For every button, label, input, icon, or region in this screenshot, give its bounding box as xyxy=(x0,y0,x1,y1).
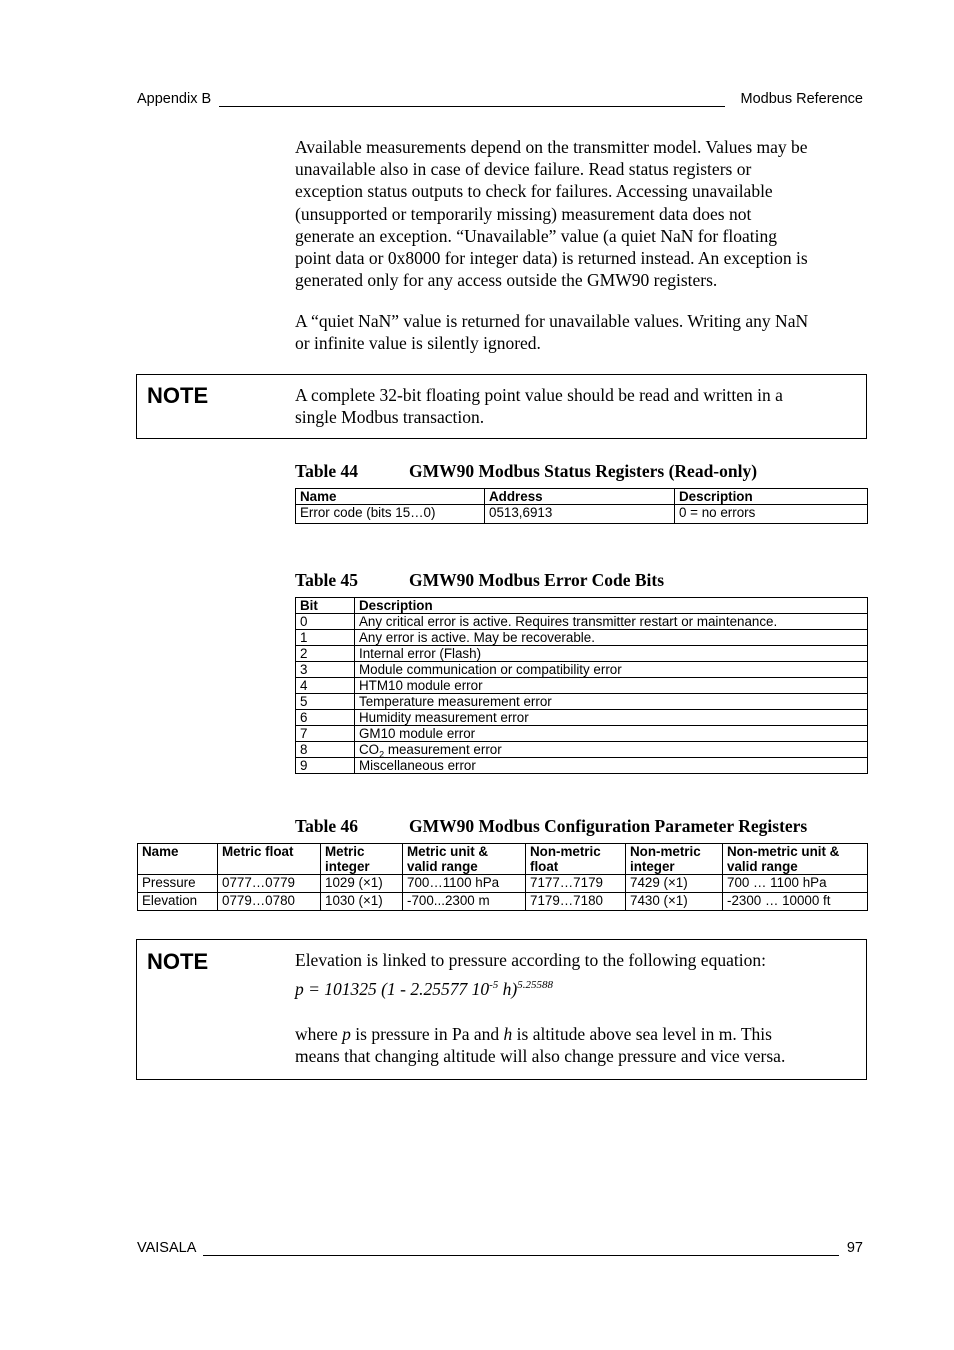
table-caption xyxy=(295,570,664,591)
text-line: A complete 32-bit floating point value should be read and written in a xyxy=(295,385,783,405)
table-cell: 7177…7179 xyxy=(526,875,626,893)
table-cell: 0 xyxy=(296,614,355,630)
table-row xyxy=(296,726,868,742)
text-line: Elevation is linked to pressure according to the following equation: xyxy=(295,950,766,970)
note-box xyxy=(136,374,867,439)
text-run: where xyxy=(295,1024,343,1045)
text-line: (unsupported or temporarily missing) measurement data does not xyxy=(295,203,752,224)
status-registers-table xyxy=(295,488,868,524)
page-footer xyxy=(137,1239,863,1259)
text-line: single Modbus transaction. xyxy=(295,407,485,428)
table-row xyxy=(296,646,868,662)
intro-paragraph-1 xyxy=(295,136,867,291)
table-cell: GM10 module error xyxy=(355,726,868,742)
configuration-registers-table xyxy=(137,843,868,911)
text-line: means that changing altitude will also change pressure and vice versa. xyxy=(295,1046,786,1067)
column-header xyxy=(218,844,321,875)
text-line: generated only for any access outside the GMW90 registers. xyxy=(295,270,718,291)
text-run: is altitude above sea level in m. This xyxy=(512,1024,772,1045)
table-cell: 7 xyxy=(296,726,355,742)
co2-text: CO xyxy=(359,742,380,757)
table-cell: 0779…0780 xyxy=(218,893,321,911)
table-number: Table 46 xyxy=(295,816,359,836)
table-cell: -2300 … 10000 ft xyxy=(723,893,868,911)
table-cell: 8 xyxy=(296,742,355,758)
header-chapter: Modbus Reference xyxy=(740,91,863,107)
table-row xyxy=(296,614,868,630)
text-line: Available measurements depend on the transmitter model. Values may be xyxy=(295,137,808,157)
table-cell: 6 xyxy=(296,710,355,726)
header-line: Non-metric xyxy=(530,844,601,859)
header-line: integer xyxy=(325,859,370,874)
table-cell: Error code (bits 15…0) xyxy=(296,505,485,524)
table-cell: 3 xyxy=(296,662,355,678)
table-cell: 5 xyxy=(296,694,355,710)
table-cell: 2 xyxy=(296,646,355,662)
table-cell: 9 xyxy=(296,758,355,774)
column-header: Bit xyxy=(296,598,355,614)
page-header xyxy=(137,90,863,110)
table-header-row xyxy=(138,844,868,875)
table-cell: Module communication or compatibility error xyxy=(355,662,868,678)
text-line: unavailable also in case of device failure. Read status registers or xyxy=(295,159,752,180)
note-text xyxy=(295,949,858,1068)
table-row xyxy=(138,875,868,893)
header-line: Metric xyxy=(325,844,365,859)
header-line: Name xyxy=(142,844,179,859)
column-header: Description xyxy=(675,489,868,505)
table-row xyxy=(296,694,868,710)
table-cell: Elevation xyxy=(138,893,218,911)
page-number: 97 xyxy=(846,1240,863,1256)
table-cell: 1 xyxy=(296,630,355,646)
table-cell: 0513,6913 xyxy=(485,505,675,524)
error-code-bits-table xyxy=(295,597,868,774)
column-header xyxy=(723,844,868,875)
column-header: Address xyxy=(485,489,675,505)
table-cell: 0 = no errors xyxy=(675,505,868,524)
table-header-row xyxy=(296,489,868,505)
table-cell: 7429 (×1) xyxy=(626,875,723,893)
variable-p: p xyxy=(342,1024,351,1045)
footer-brand: VAISALA xyxy=(137,1240,197,1256)
table-cell: Internal error (Flash) xyxy=(355,646,868,662)
table-cell: Pressure xyxy=(138,875,218,893)
header-line: integer xyxy=(630,859,675,874)
note-text xyxy=(295,384,858,428)
table-title: GMW90 Modbus Configuration Parameter Registers xyxy=(409,816,808,836)
column-header: Description xyxy=(355,598,868,614)
table-cell: 0777…0779 xyxy=(218,875,321,893)
column-header xyxy=(403,844,526,875)
pressure-equation xyxy=(295,974,858,1000)
header-line: Metric float xyxy=(222,844,294,859)
table-cell: 4 xyxy=(296,678,355,694)
column-header xyxy=(626,844,723,875)
header-line: Non-metric xyxy=(630,844,701,859)
header-line: Non-metric unit & xyxy=(727,844,840,859)
header-line: valid range xyxy=(727,859,798,874)
table-caption xyxy=(295,816,807,837)
note-label: NOTE xyxy=(147,949,209,974)
header-line: float xyxy=(530,859,559,874)
column-header xyxy=(526,844,626,875)
text-line: A “quiet NaN” value is returned for unavailable values. Writing any NaN xyxy=(295,311,809,331)
table-cell: Miscellaneous error xyxy=(355,758,868,774)
note-label: NOTE xyxy=(147,383,209,408)
table-row xyxy=(296,710,868,726)
table-number: Table 45 xyxy=(295,570,359,590)
table-cell: 1030 (×1) xyxy=(321,893,403,911)
table-header-row xyxy=(296,598,868,614)
text-line: or infinite value is silently ignored. xyxy=(295,333,541,354)
table-number: Table 44 xyxy=(295,461,359,481)
cell-text: measurement error xyxy=(384,742,502,757)
text-line xyxy=(295,1023,858,1045)
equation-part: p = 101325 (1 - 2.25577 10 xyxy=(295,979,490,1000)
text-line: point data or 0x8000 for integer data) is returned instead. An exception is xyxy=(295,248,808,269)
footer-rule xyxy=(203,1255,839,1256)
note-box xyxy=(136,939,867,1080)
table-cell: Any error is active. May be recoverable. xyxy=(355,630,868,646)
column-header xyxy=(138,844,218,875)
table-cell: Any critical error is active. Requires transmitter restart or maintenance. xyxy=(355,614,868,630)
text-run: is pressure in Pa and xyxy=(350,1024,504,1045)
table-row xyxy=(296,505,868,524)
intro-paragraph-2 xyxy=(295,310,867,354)
table-cell: 700 … 1100 hPa xyxy=(723,875,868,893)
table-cell: 7430 (×1) xyxy=(626,893,723,911)
equation-part: h) xyxy=(498,979,518,1000)
header-section: Appendix B xyxy=(137,91,212,107)
table-cell: 1029 (×1) xyxy=(321,875,403,893)
header-line: Metric unit & xyxy=(407,844,489,859)
table-cell: Humidity measurement error xyxy=(355,710,868,726)
table-row xyxy=(296,662,868,678)
table-title: GMW90 Modbus Error Code Bits xyxy=(409,570,665,590)
table-row xyxy=(296,758,868,774)
variable-h: h xyxy=(503,1024,513,1045)
table-row xyxy=(296,678,868,694)
equation-exponent: 5.25588 xyxy=(517,979,553,992)
text-line: exception status outputs to check for failures. Accessing unavailable xyxy=(295,181,773,202)
table-cell: HTM10 module error xyxy=(355,678,868,694)
header-line: valid range xyxy=(407,859,478,874)
table-cell: -700...2300 m xyxy=(403,893,526,911)
subscript: 2 xyxy=(379,749,385,760)
table-cell: 700…1100 hPa xyxy=(403,875,526,893)
table-title: GMW90 Modbus Status Registers (Read-only) xyxy=(409,461,758,481)
text-line: generate an exception. “Unavailable” value (a quiet NaN for floating xyxy=(295,225,777,246)
table-row xyxy=(138,893,868,911)
column-header xyxy=(321,844,403,875)
table-row xyxy=(296,742,868,758)
table-row xyxy=(296,630,868,646)
header-rule xyxy=(219,106,725,107)
column-header: Name xyxy=(296,489,485,505)
table-cell: Temperature measurement error xyxy=(355,694,868,710)
table-cell xyxy=(355,742,868,758)
table-cell: 7179…7180 xyxy=(526,893,626,911)
equation-exponent: -5 xyxy=(489,979,499,992)
table-caption xyxy=(295,461,757,482)
